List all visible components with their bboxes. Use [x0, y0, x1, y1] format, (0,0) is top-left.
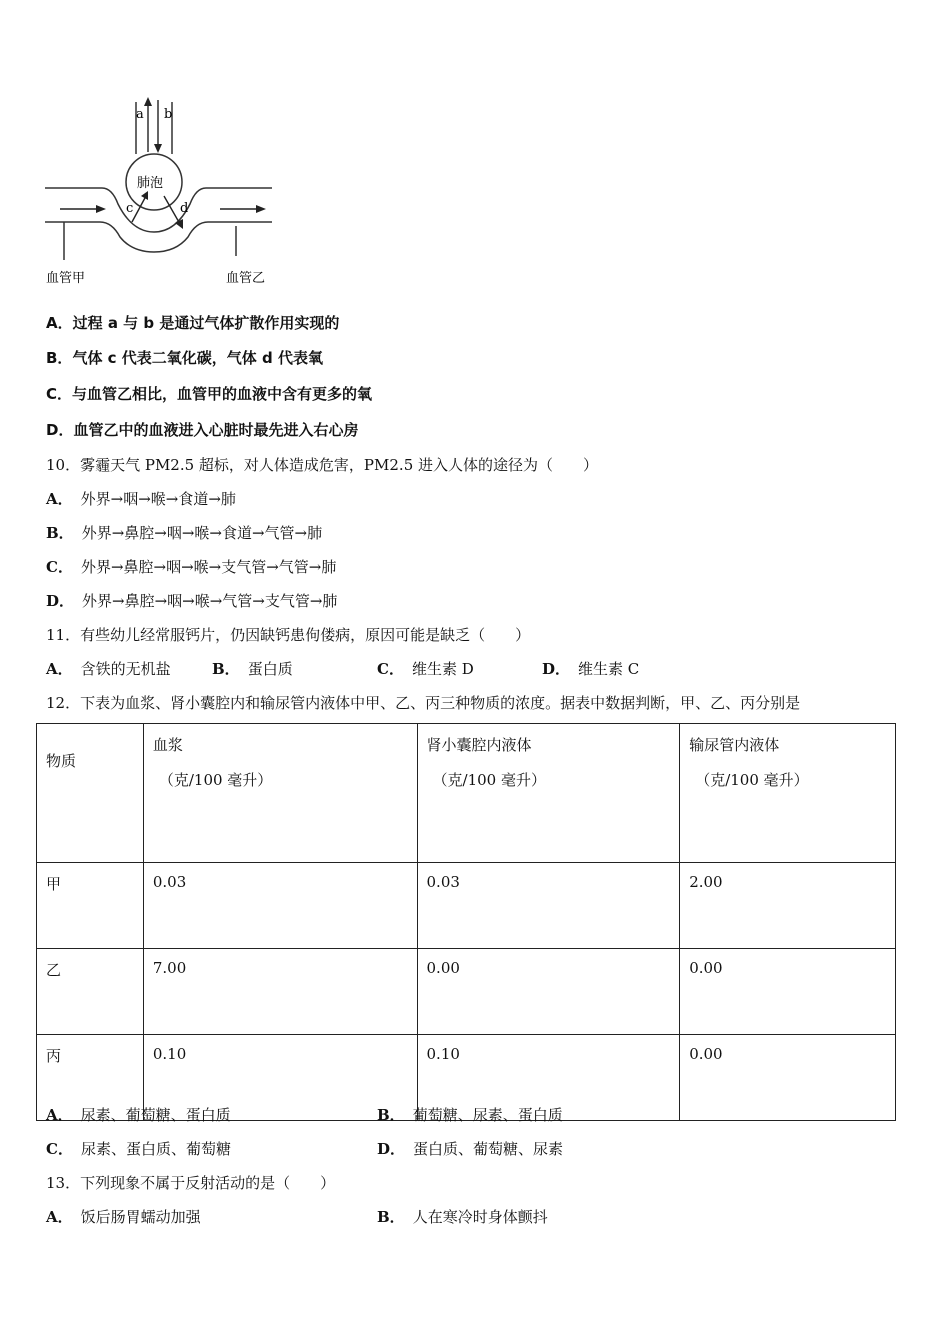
- table-cell: 丙: [37, 1035, 144, 1121]
- table-row: [37, 863, 896, 949]
- q10-option-c: C． 外界→鼻腔→咽→喉→支气管→气管→肺: [46, 558, 337, 576]
- vessel-left-label: 血管甲: [46, 271, 86, 286]
- q11-option-b: B． 蛋白质: [212, 660, 293, 678]
- q9-option-c: C．与血管乙相比，血管甲的血液中含有更多的氧: [46, 385, 373, 403]
- table-header-cell: 血浆 （克/100 毫升）: [143, 724, 417, 863]
- alveolus-diagram: [40, 92, 280, 292]
- table-cell: 2.00: [680, 863, 896, 949]
- table-row: [37, 949, 896, 1035]
- table-header-cell: 输尿管内液体 （克/100 毫升）: [680, 724, 896, 863]
- table-cell: 0.10: [417, 1035, 680, 1121]
- table-cell: 0.00: [680, 949, 896, 1035]
- label-a: a: [136, 107, 144, 122]
- table-cell: 0.00: [680, 1035, 896, 1121]
- label-c: c: [126, 201, 134, 216]
- q13-option-a: A． 饭后肠胃蠕动加强: [46, 1208, 201, 1226]
- vessel-right-label: 血管乙: [226, 271, 266, 286]
- table-cell: 甲: [37, 863, 144, 949]
- q12-options-row2: [46, 1138, 563, 1159]
- table-header-row: [37, 724, 896, 863]
- q10-stem: 10．雾霾天气 PM2.5 超标，对人体造成危害，PM2.5 进入人体的途径为（ ）: [46, 456, 599, 474]
- q11-option-c: C． 维生素 D: [377, 660, 474, 678]
- table-cell: 0.00: [417, 949, 680, 1035]
- q12-options-row1: [46, 1104, 563, 1125]
- q10-option-d: D． 外界→鼻腔→咽→喉→气管→支气管→肺: [46, 592, 338, 610]
- q13-stem: 13．下列现象不属于反射活动的是（ ）: [46, 1174, 336, 1192]
- alveolus-label: 肺泡: [137, 176, 164, 191]
- label-d: d: [180, 201, 189, 216]
- q13-options: [46, 1206, 548, 1227]
- q9-option-a: A．过程 a 与 b 是通过气体扩散作用实现的: [46, 314, 340, 332]
- q10-option-a: A． 外界→咽→喉→食道→肺: [46, 490, 236, 508]
- q12-option-d: D． 蛋白质、葡萄糖、尿素: [377, 1140, 564, 1158]
- q12-option-a: A． 尿素、葡萄糖、蛋白质: [46, 1106, 231, 1124]
- q12-option-c: C． 尿素、蛋白质、葡萄糖: [46, 1140, 231, 1158]
- label-b: b: [164, 107, 173, 122]
- table-header-cell: 肾小囊腔内液体 （克/100 毫升）: [417, 724, 680, 863]
- table-cell: 0.03: [143, 863, 417, 949]
- q11-options: [46, 658, 639, 679]
- q11-option-d: D． 维生素 C: [542, 660, 640, 678]
- q11-option-a: A． 含铁的无机盐: [46, 660, 171, 678]
- q13-option-b: B． 人在寒冷时身体颤抖: [377, 1208, 548, 1226]
- q9-option-b: B．气体 c 代表二氧化碳，气体 d 代表氧: [46, 349, 323, 367]
- q11-stem: 11．有些幼儿经常服钙片，仍因缺钙患佝偻病，原因可能是缺乏（ ）: [46, 626, 531, 644]
- table-cell: 0.03: [417, 863, 680, 949]
- q10-option-b: B． 外界→鼻腔→咽→喉→食道→气管→肺: [46, 524, 323, 542]
- table-cell: 0.10: [143, 1035, 417, 1121]
- arrow-d: [164, 196, 180, 224]
- table-cell: 7.00: [143, 949, 417, 1035]
- table-header-cell: 物质: [37, 724, 144, 863]
- table-cell: 乙: [37, 949, 144, 1035]
- q12-stem: 12．下表为血浆、肾小囊腔内和输尿管内液体中甲、乙、丙三种物质的浓度。据表中数据判断，甲、乙、丙分别是: [46, 694, 801, 712]
- q12-option-b: B． 葡萄糖、尿素、蛋白质: [377, 1106, 563, 1124]
- q9-option-d: D．血管乙中的血液进入心脏时最先进入右心房: [46, 421, 359, 439]
- arrow-c: [132, 196, 146, 222]
- q12-table: [36, 723, 896, 1121]
